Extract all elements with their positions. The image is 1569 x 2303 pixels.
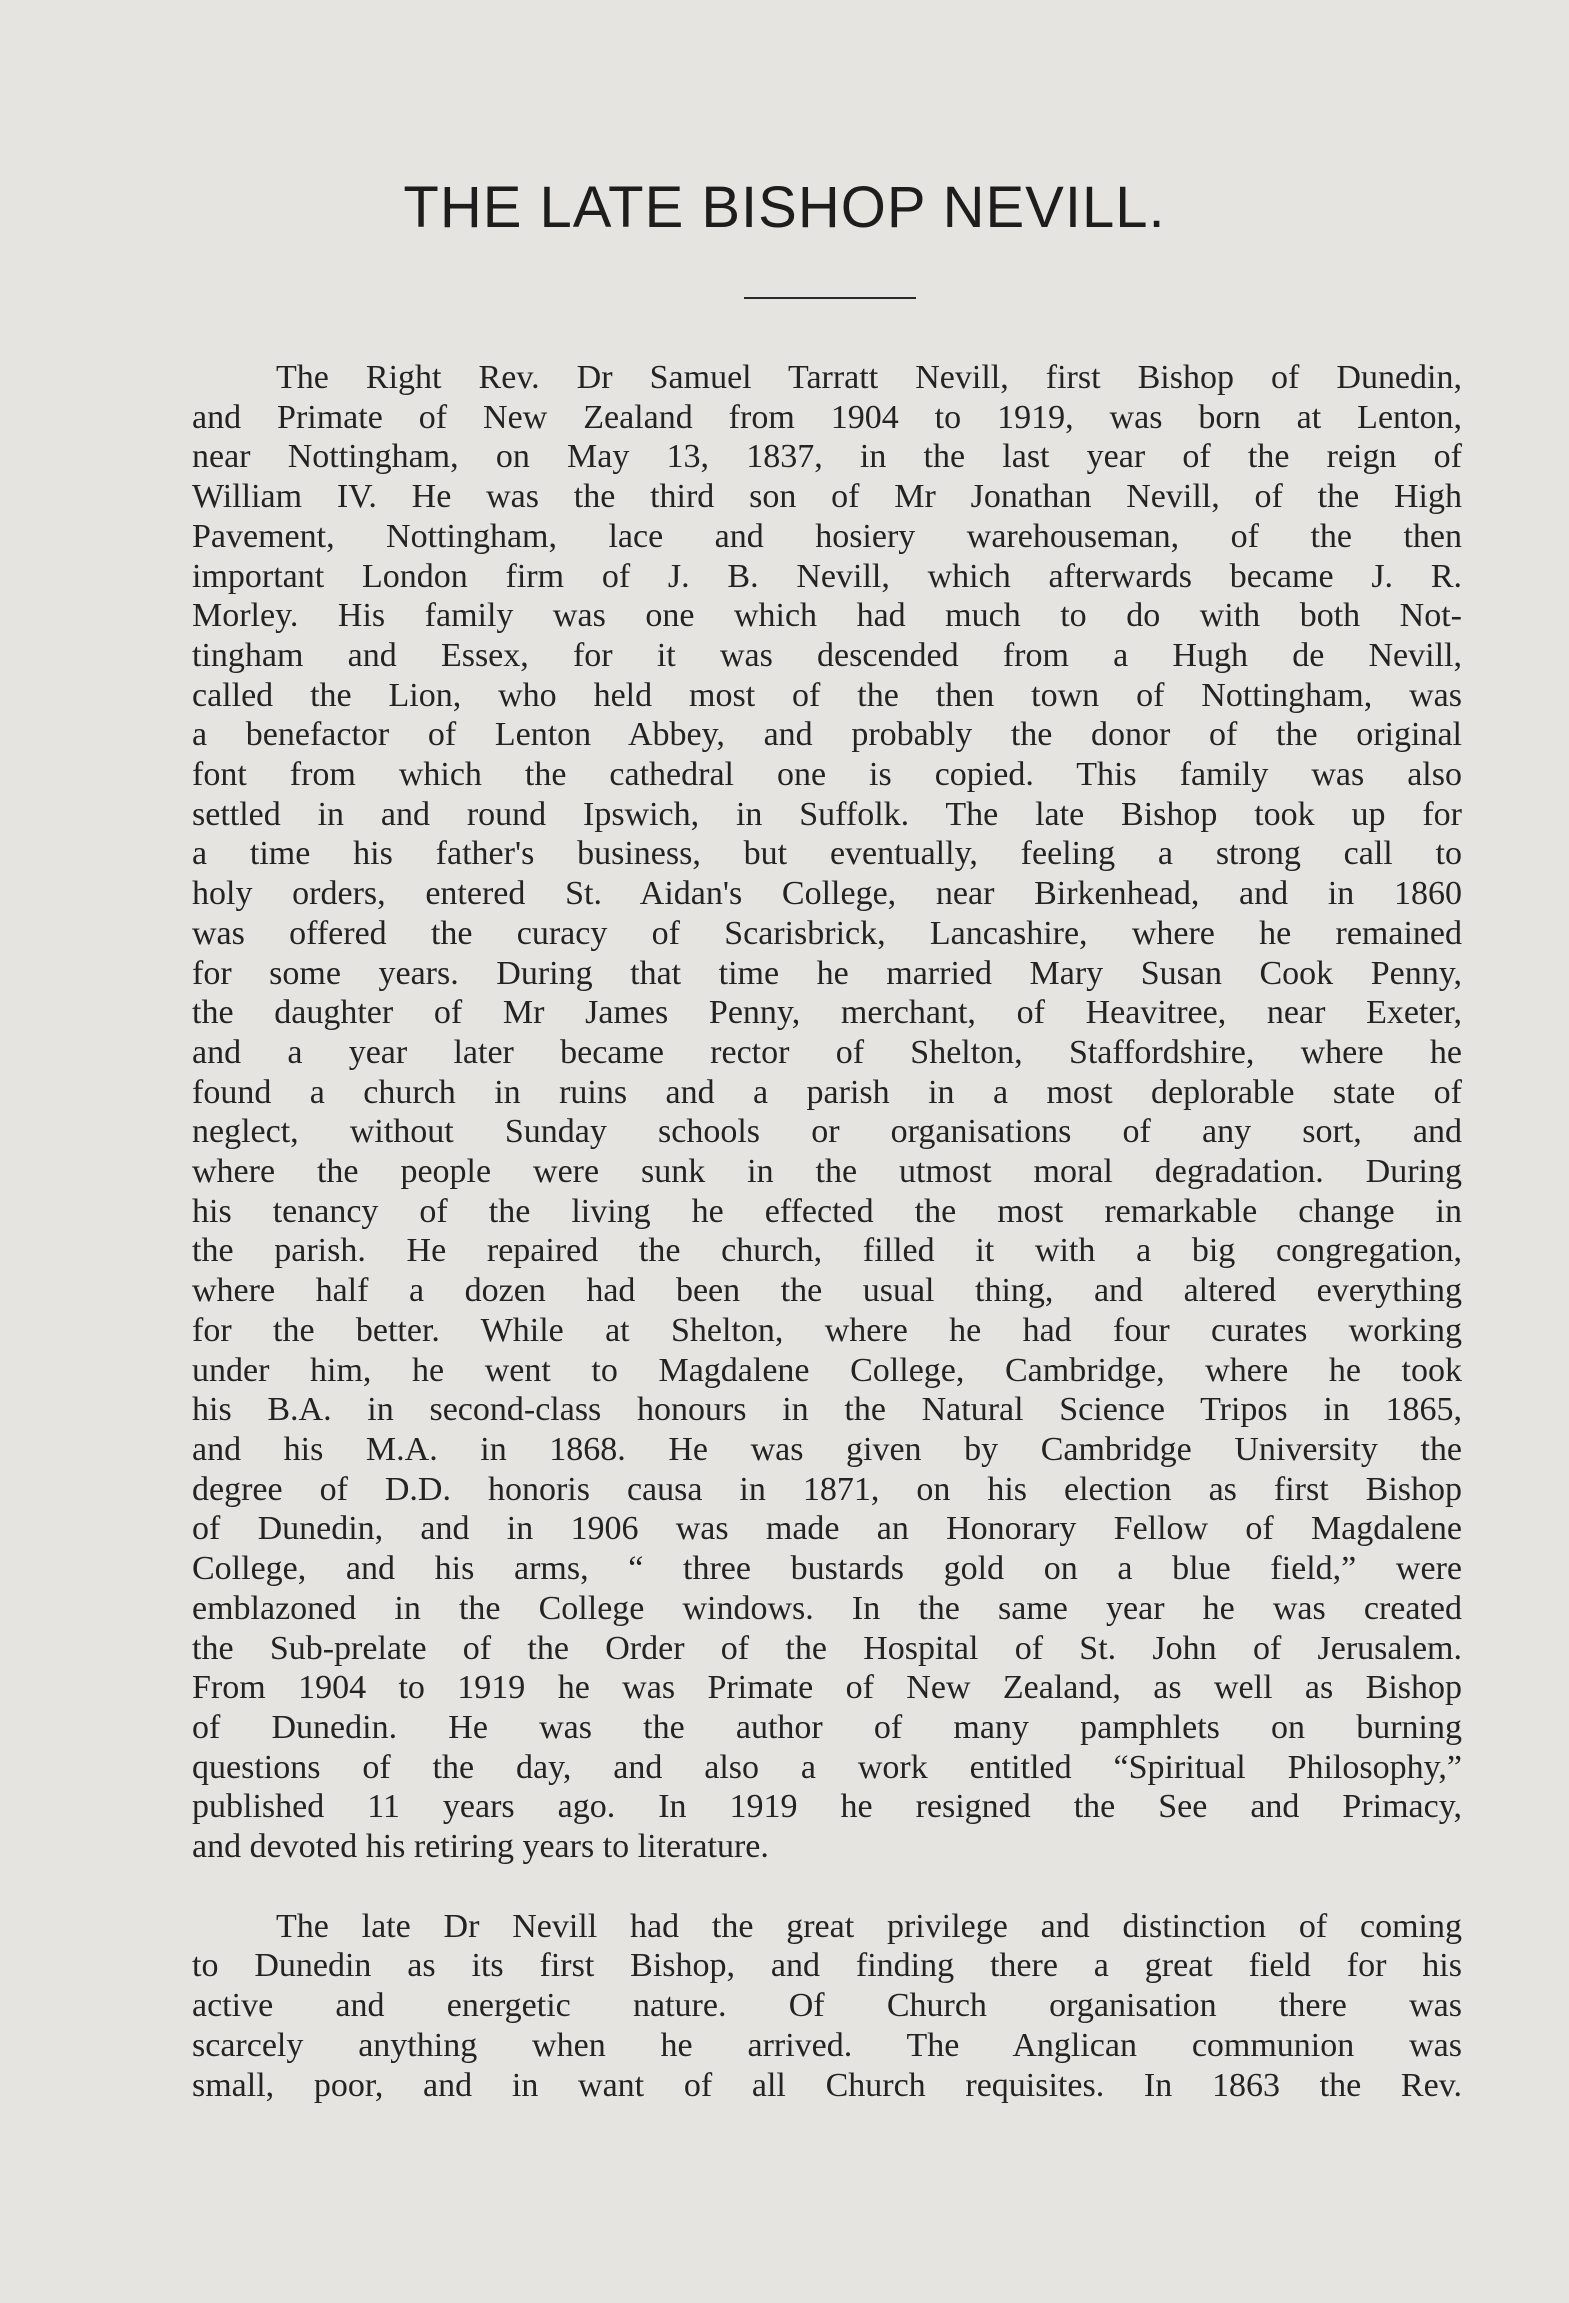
text-line: tingham and Essex, for it was descended from a Hugh de Nevill, [192, 636, 1462, 674]
text-line: scarcely anything when he arrived. The Anglican communion was [192, 2026, 1462, 2064]
text-line: where the people were sunk in the utmost moral degradation. During [192, 1153, 1462, 1191]
text-line: College, and his arms, “ three bustards gold on a blue field,” were [192, 1550, 1462, 1588]
text-line: emblazoned in the College windows. In the same year he was created [192, 1589, 1462, 1627]
text-line: for some years. During that time he married Mary Susan Cook Penny, [192, 954, 1462, 992]
text-line: degree of D.D. honoris causa in 1871, on his election as first Bishop [192, 1470, 1462, 1508]
text-line: questions of the day, and also a work entitled “Spiritual Philosophy,” [192, 1748, 1462, 1786]
text-line: was offered the curacy of Scarisbrick, Lancashire, where he remained [192, 914, 1462, 952]
text-line: a benefactor of Lenton Abbey, and probably the donor of the original [192, 716, 1462, 754]
text-line: near Nottingham, on May 13, 1837, in the last year of the reign of [192, 438, 1462, 476]
title-divider [744, 297, 916, 299]
text-line: font from which the cathedral one is copied. This family was also [192, 756, 1462, 794]
text-line: of Dunedin, and in 1906 was made an Honorary Fellow of Magdalene [192, 1510, 1462, 1548]
text-line: the daughter of Mr James Penny, merchant, of Heavitree, near Exeter, [192, 994, 1462, 1032]
text-line: The late Dr Nevill had the great privilege and distinction of coming [276, 1907, 1462, 1945]
text-line: Morley. His family was one which had much to do with both Not- [192, 597, 1462, 635]
text-line: holy orders, entered St. Aidan's College, near Birkenhead, and in 1860 [192, 875, 1462, 913]
paragraph-2 [192, 1907, 1462, 2106]
text-line: the Sub-prelate of the Order of the Hospital of St. John of Jerusalem. [192, 1629, 1462, 1667]
text-line: where half a dozen had been the usual thing, and altered everything [192, 1272, 1462, 1310]
text-line: and devoted his retiring years to literature. [192, 1828, 769, 1866]
text-line: and Primate of New Zealand from 1904 to 1919, was born at Lenton, [192, 398, 1462, 436]
paragraph-1 [192, 358, 1462, 1867]
text-line: active and energetic nature. Of Church organisation there was [192, 1987, 1462, 2025]
text-line: published 11 years ago. In 1919 he resigned the See and Primacy, [192, 1788, 1462, 1826]
text-line: his B.A. in second-class honours in the Natural Science Tripos in 1865, [192, 1391, 1462, 1429]
text-line: found a church in ruins and a parish in a most deplorable state of [192, 1073, 1462, 1111]
text-line: under him, he went to Magdalene College, Cambridge, where he took [192, 1351, 1462, 1389]
text-line: and a year later became rector of Shelton, Staffordshire, where he [192, 1033, 1462, 1071]
text-line: of Dunedin. He was the author of many pamphlets on burning [192, 1708, 1462, 1746]
text-line: From 1904 to 1919 he was Primate of New Zealand, as well as Bishop [192, 1669, 1462, 1707]
text-line: The Right Rev. Dr Samuel Tarratt Nevill, first Bishop of Dunedin, [276, 359, 1462, 396]
text-line: called the Lion, who held most of the then town of Nottingham, was [192, 676, 1462, 714]
article-title: THE LATE BISHOP NEVILL. [403, 175, 1166, 240]
text-line: William IV. He was the third son of Mr Jonathan Nevill, of the High [192, 478, 1462, 516]
text-line: Pavement, Nottingham, lace and hosiery warehouseman, of the then [192, 517, 1462, 555]
text-line: and his M.A. in 1868. He was given by Cambridge University the [192, 1430, 1462, 1468]
article-body [192, 358, 1462, 2105]
text-line: a time his father's business, but eventually, feeling a strong call to [192, 835, 1462, 873]
text-line: to Dunedin as its first Bishop, and finding there a great field for his [192, 1947, 1462, 1985]
text-line: neglect, without Sunday schools or organisations of any sort, and [192, 1113, 1462, 1151]
text-line: important London firm of J. B. Nevill, which afterwards became J. R. [192, 557, 1462, 595]
text-line: for the better. While at Shelton, where he had four curates working [192, 1311, 1462, 1349]
text-line: settled in and round Ipswich, in Suffolk. The late Bishop took up for [192, 795, 1462, 833]
text-line: small, poor, and in want of all Church requisites. In 1863 the Rev. [192, 2066, 1462, 2104]
text-line: the parish. He repaired the church, filled it with a big congregation, [192, 1232, 1462, 1270]
text-line: his tenancy of the living he effected the most remarkable change in [192, 1192, 1462, 1230]
